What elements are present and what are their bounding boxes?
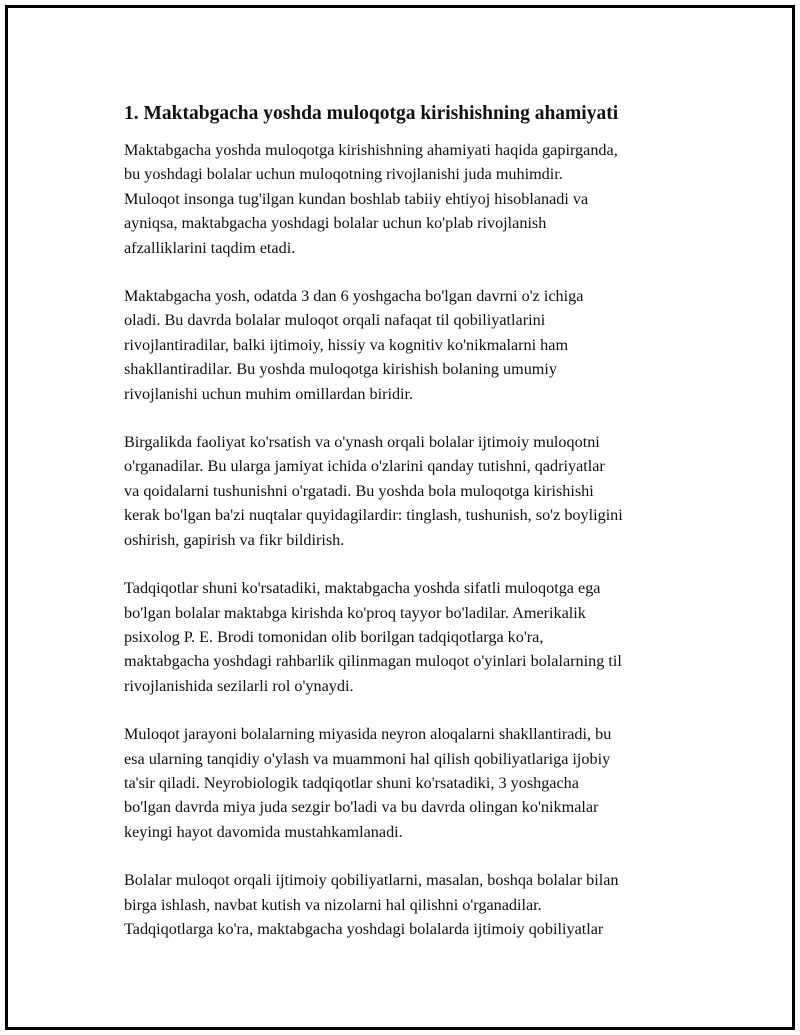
text-line: bo'lgan bolalar maktabga kirishda ko'proq tayyor bo'ladilar. Amerikalik (124, 603, 586, 622)
text-line: Muloqot insonga tug'ilgan kundan boshlab tabiiy ehtiyoj hisoblanadi va (124, 189, 589, 208)
text-line: esa ularning tanqidiy o'ylash va muammoni hal qilish qobiliyatlariga ijobiy (124, 749, 611, 768)
paragraph (124, 430, 704, 552)
paragraph (124, 868, 704, 941)
paragraph (124, 576, 704, 698)
paragraph (124, 722, 704, 844)
document-page (5, 5, 795, 1030)
text-line: o'rganadilar. Bu ularga jamiyat ichida o'zlarini qanday tutishni, qadriyatlar (124, 457, 605, 476)
document-body (124, 101, 704, 965)
text-line: bo'lgan davrda miya juda sezgir bo'ladi va bu davrda olingan ko'nikmalar (124, 798, 599, 817)
text-line: oshirish, gapirish va fikr bildirish. (124, 530, 345, 549)
text-line: shakllantiradilar. Bu yoshda muloqotga kirishish bolaning umumiy (124, 360, 557, 379)
text-line: maktabgacha yoshdagi rahbarlik qilinmagan muloqot o'yinlari bolalarning til (124, 652, 622, 671)
text-line: psixolog P. E. Brodi tomonidan olib borilgan tadqiqotlarga ko'ra, (124, 627, 544, 646)
text-line: Tadqiqotlarga ko'ra, maktabgacha yoshdagi bolalarda ijtimoiy qobiliyatlar (124, 919, 604, 938)
text-line: ta'sir qiladi. Neyrobiologik tadqiqotlar shuni ko'rsatadiki, 3 yoshgacha (124, 773, 579, 792)
paragraph (124, 284, 704, 406)
text-line: oladi. Bu davrda bolalar muloqot orqali nafaqat til qobiliyatlarini (124, 311, 546, 330)
text-line: rivojlanishi uchun muhim omillardan biridir. (124, 384, 414, 403)
section-heading: 1. Maktabgacha yoshda muloqotga kirishishning ahamiyati (124, 103, 619, 124)
text-line: afzalliklarini taqdim etadi. (124, 238, 296, 257)
text-line: va qoidalarni tushunishni o'rgatadi. Bu yoshda bola muloqotga kirishishi (124, 481, 594, 500)
text-line: bu yoshdagi bolalar uchun muloqotning rivojlanishi juda muhimdir. (124, 165, 563, 184)
text-line: ayniqsa, maktabgacha yoshdagi bolalar uchun ko'plab rivojlanish (124, 214, 547, 233)
text-line: birga ishlash, navbat kutish va nizolarni hal qilishni o'rganadilar. (124, 895, 542, 914)
text-line: kerak bo'lgan ba'zi nuqtalar quyidagilardir: tinglash, tushunish, so'z boyligini (124, 506, 623, 525)
paragraph (124, 138, 704, 260)
text-line: rivojlantiradilar, balki ijtimoiy, hissiy va kognitiv ko'nikmalarni ham (124, 335, 569, 354)
text-line: Maktabgacha yosh, odatda 3 dan 6 yoshgacha bo'lgan davrni o'z ichiga (124, 287, 584, 306)
text-line: Muloqot jarayoni bolalarning miyasida neyron aloqalarni shakllantiradi, bu (124, 725, 612, 744)
text-line: Birgalikda faoliyat ko'rsatish va o'ynash orqali bolalar ijtimoiy muloqotni (124, 433, 600, 452)
text-line: Tadqiqotlar shuni ko'rsatadiki, maktabgacha yoshda sifatli muloqotga ega (124, 579, 601, 598)
text-line: rivojlanishida sezilarli rol o'ynaydi. (124, 676, 354, 695)
text-line: Maktabgacha yoshda muloqotga kirishishning ahamiyati haqida gapirganda, (124, 141, 618, 159)
text-line: Bolalar muloqot orqali ijtimoiy qobiliyatlarni, masalan, boshqa bolalar bilan (124, 871, 619, 890)
text-line: keyingi hayot davomida mustahkamlanadi. (124, 822, 403, 841)
